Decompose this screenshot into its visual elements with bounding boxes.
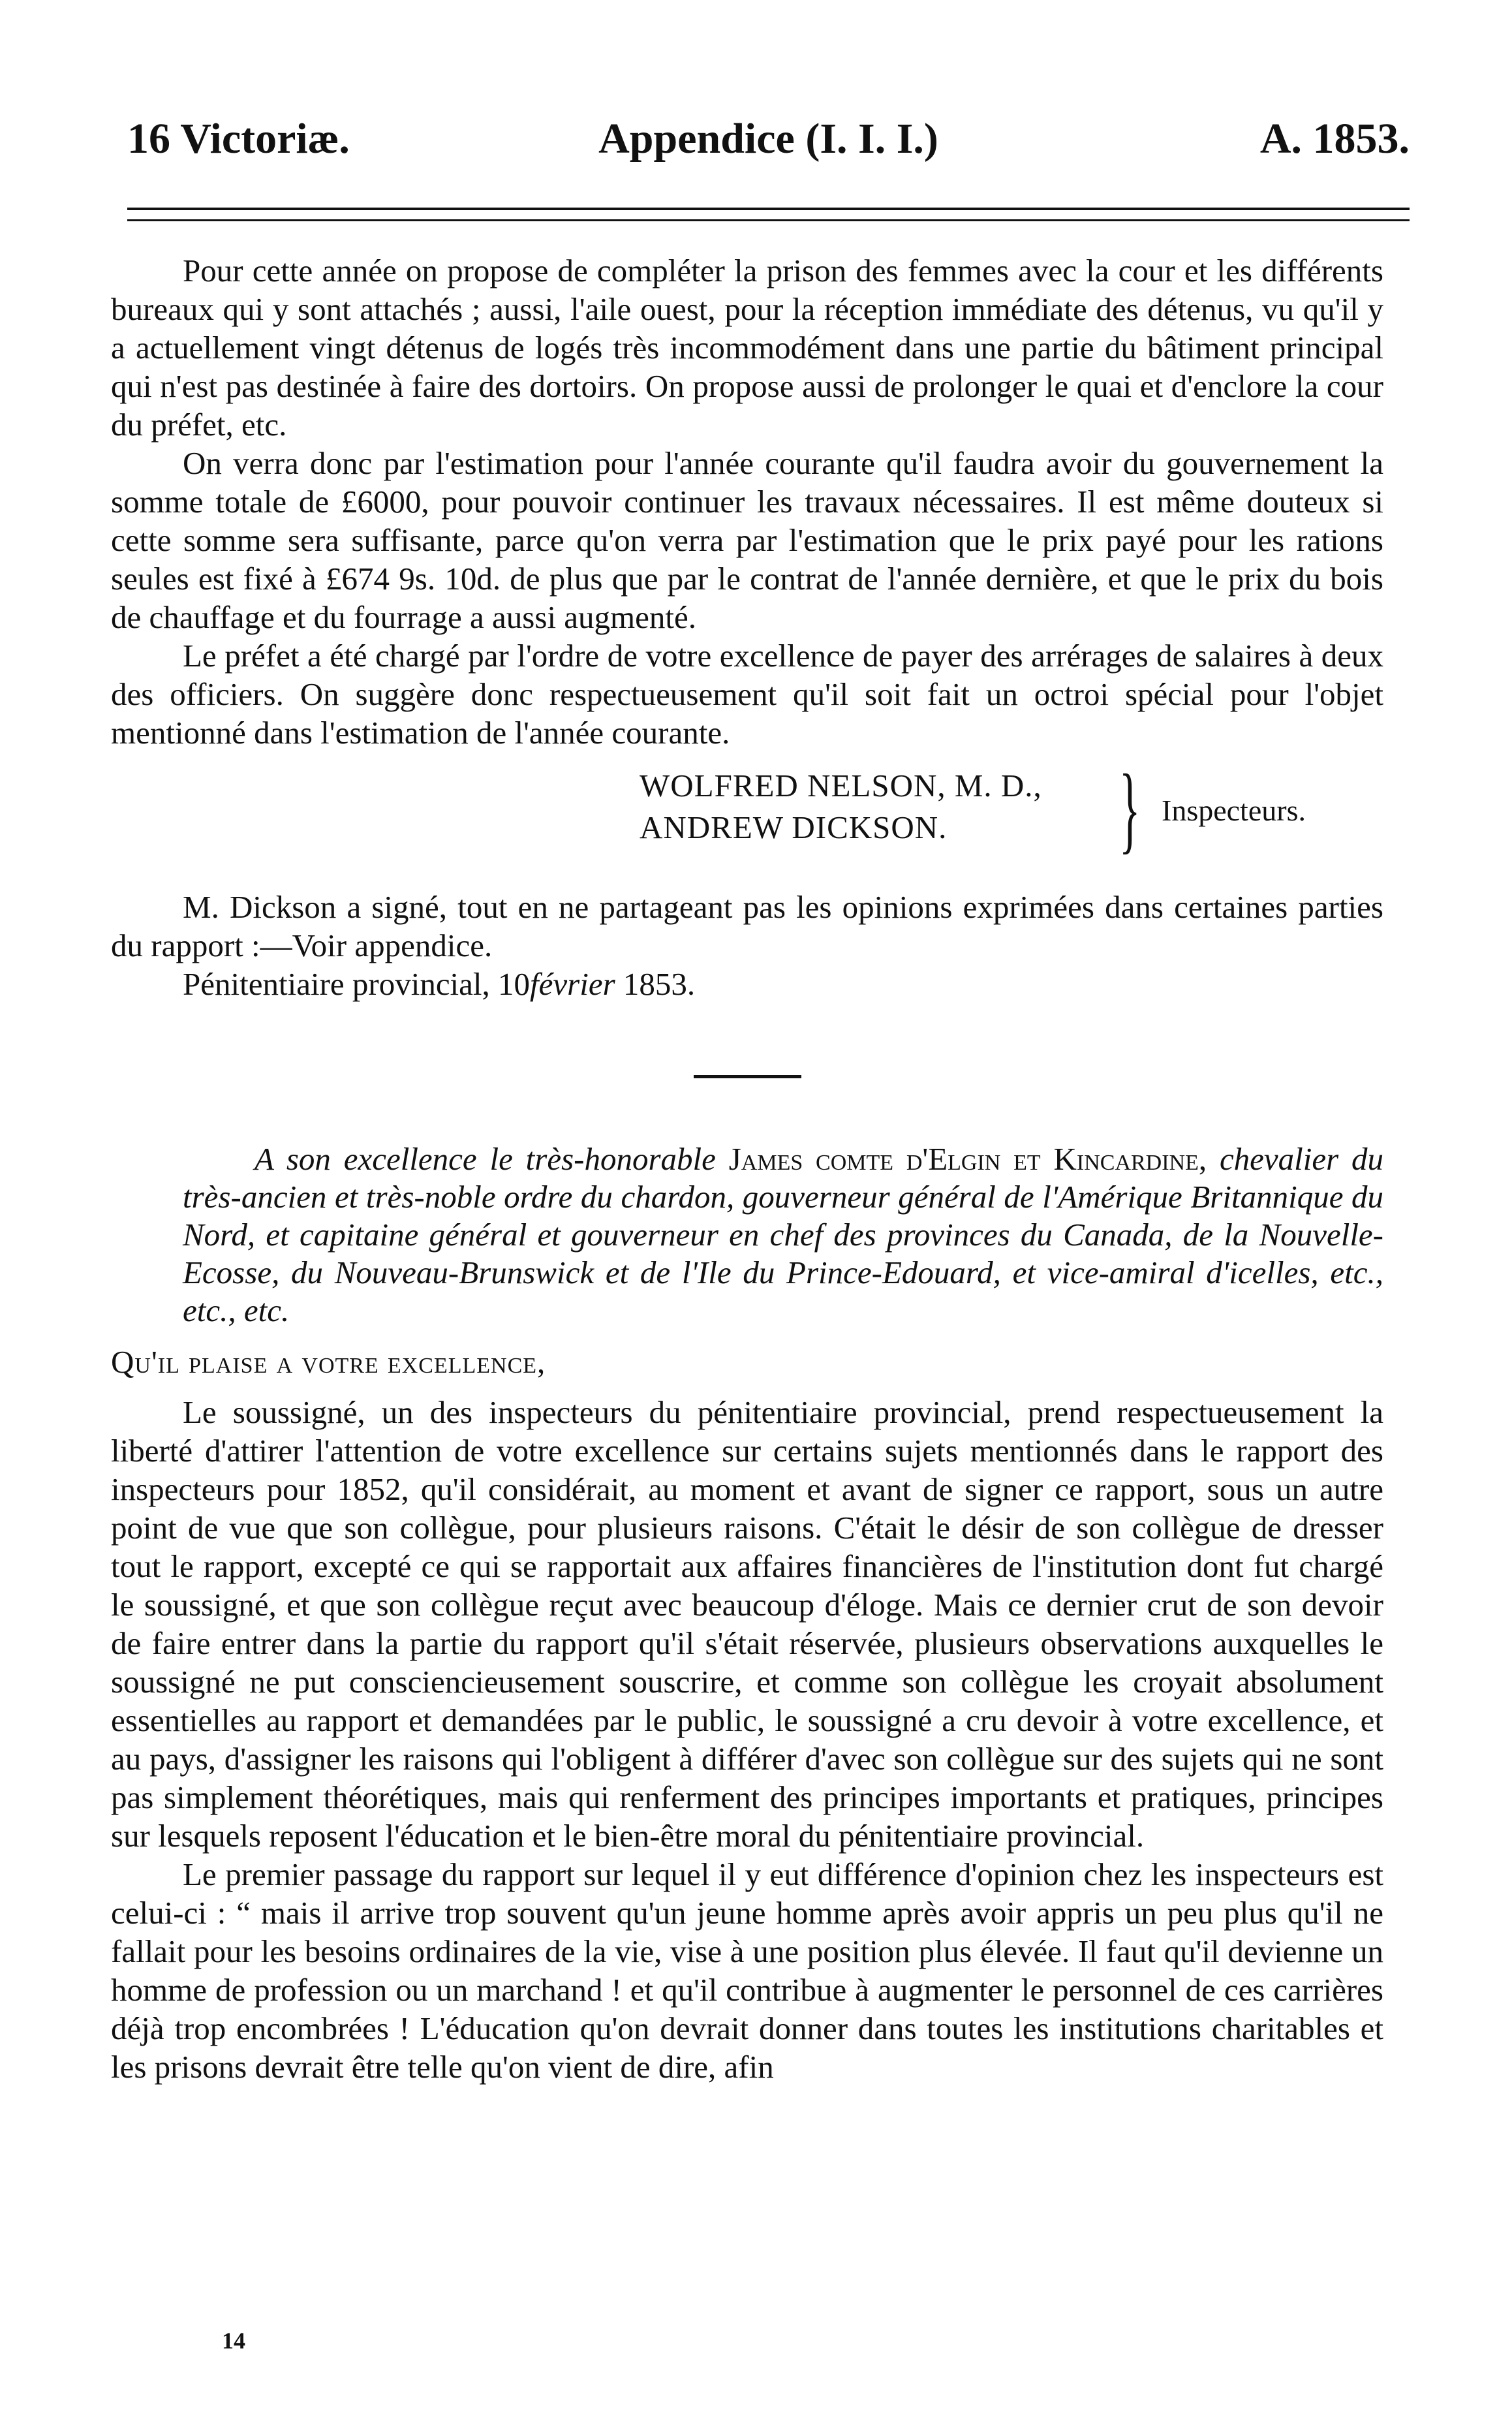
header-double-rule [127,208,1410,221]
salutation: Qu'il plaise a votre excellence, [111,1344,546,1380]
letter-paragraph-2: Le premier passage du rapport sur lequel il y eut différence d'opinion chez les inspecteurs est celui-ci : “ mais il arrive trop souvent qu'un jeune homme après avoir appris un peu plus qu'il ne fallait pour les besoins ordinaires de la vie, vise à une position plus élevée. Il faut qu'il devienne un homme de profession ou un marchand ! et qu'il contribue à augmenter le personnel de ces carrières déjà trop encombrées ! L'éducation qu'on devrait donner dans toutes les institutions charitables et les prisons devrait être telle qu'on vient de dire, afin [111,1856,1383,2085]
dateline-year: 1853. [623,966,696,1002]
address-name: James comte d'Elgin et Kincardine, [728,1141,1207,1177]
signature-role: Inspecteurs. [1162,794,1306,827]
header-year-reign: 16 Victoriæ. [127,115,350,163]
signature-block [111,755,1383,863]
letter-paragraph-1: Le soussigné, un des inspecteurs du pénitentiaire provincial, prend respectueusement la liberté d'attirer l'attention de votre excellence sur certains sujets mentionnés dans le rapport des inspecteurs pour 1852, qu'il considérait, au moment et avant de signer ce rapport, sous un autre point de vue que son collègue, pour plusieurs raisons. C'était le désir de son collègue de dresser tout le rapport, excepté ce qui se rapportait aux affaires financières de l'institution dont fut chargé le soussigné, et que son collègue reçut avec beaucoup d'éloge. Mais ce dernier crut de son devoir de faire entrer dans la partie du rapport qu'il s'était réservée, plusieurs observations auxquelles le soussigné ne put consciencieusement souscrire, et comme son collègue les croyait absolument essentielles au rapport et demandées par le public, le soussigné a cru devoir à votre excellence, et au pays, d'assigner les raisons qui l'obligent à différer d'avec son collègue sur des sujets qui ne sont pas simplement théorétiques, mais qui renferment des principes importants et pratiques, principes sur lesquels reposent l'éducation et le bien-être moral du pénitentiaire provincial. [111,1394,1383,1854]
signature-names [640,765,1042,849]
dateline-month: février [530,966,615,1002]
address-part-2: chevalier du très-ancien et très-noble ordre du chardon, gouverneur général de l'Amérique Britannique du Nord, et capitaine général et gouverneur en chef des provinces du Canada, de la Nouvelle-Ecosse, du Nouveau-Brunswick et de l'Ile du Prince-Edouard, et vice-amiral d'icelles, etc., etc., etc. [183,1141,1384,1328]
address-part-1: A son excellence le très-honorable [255,1141,716,1177]
address-heading [111,1140,1383,1330]
dateline-prefix: Pénitentiaire provincial, 10 [183,966,531,1002]
signature-name-nelson: WOLFRED NELSON, M. D., [640,768,1042,803]
signature-brace: } [1119,755,1141,863]
section-divider [694,1075,801,1078]
dateline [111,965,1383,1003]
header-year: A. 1853. [1259,115,1410,163]
signature-name-dickson: ANDREW DICKSON. [640,809,948,845]
signature-mark: 14 [222,2328,245,2354]
dissent-note: M. Dickson a signé, tout en ne partageant pas les opinions exprimées dans certaines parties du rapport :—Voir appendice. [111,889,1383,963]
paragraph-1: Pour cette année on propose de compléter la prison des femmes avec la cour et les différents bureaux qui y sont attachés ; aussi, l'aile ouest, pour la réception immédiate des détenus, vu qu'il y a actuellement vingt détenus de logés très incommodément dans une partie du bâtiment principal qui n'est pas destinée à faire des dortoirs. On propose aussi de prolonger le quai et d'enclore la cour du préfet, etc. [111,253,1383,443]
header-appendix: Appendice (I. I. I.) [598,115,938,163]
paragraph-2: On verra donc par l'estimation pour l'année courante qu'il faudra avoir du gouvernement la somme totale de £6000, pour pouvoir continuer les travaux nécessaires. Il est même douteux si cette somme sera suffisante, parce qu'on verra par l'estimation que le prix payé pour les rations seules est fixé à £674 9s. 10d. de plus que par le contrat de l'année dernière, et que le prix du bois de chauffage et du fourrage a aussi augmenté. [111,445,1383,635]
page-header [127,114,1410,186]
paragraph-3: Le préfet a été chargé par l'ordre de votre excellence de payer des arrérages de salaires à deux des officiers. On suggère donc respectueusement qu'il soit fait un octroi spécial pour l'objet mentionné dans l'estimation de l'année courante. [111,638,1383,751]
page-body [111,251,1383,2086]
